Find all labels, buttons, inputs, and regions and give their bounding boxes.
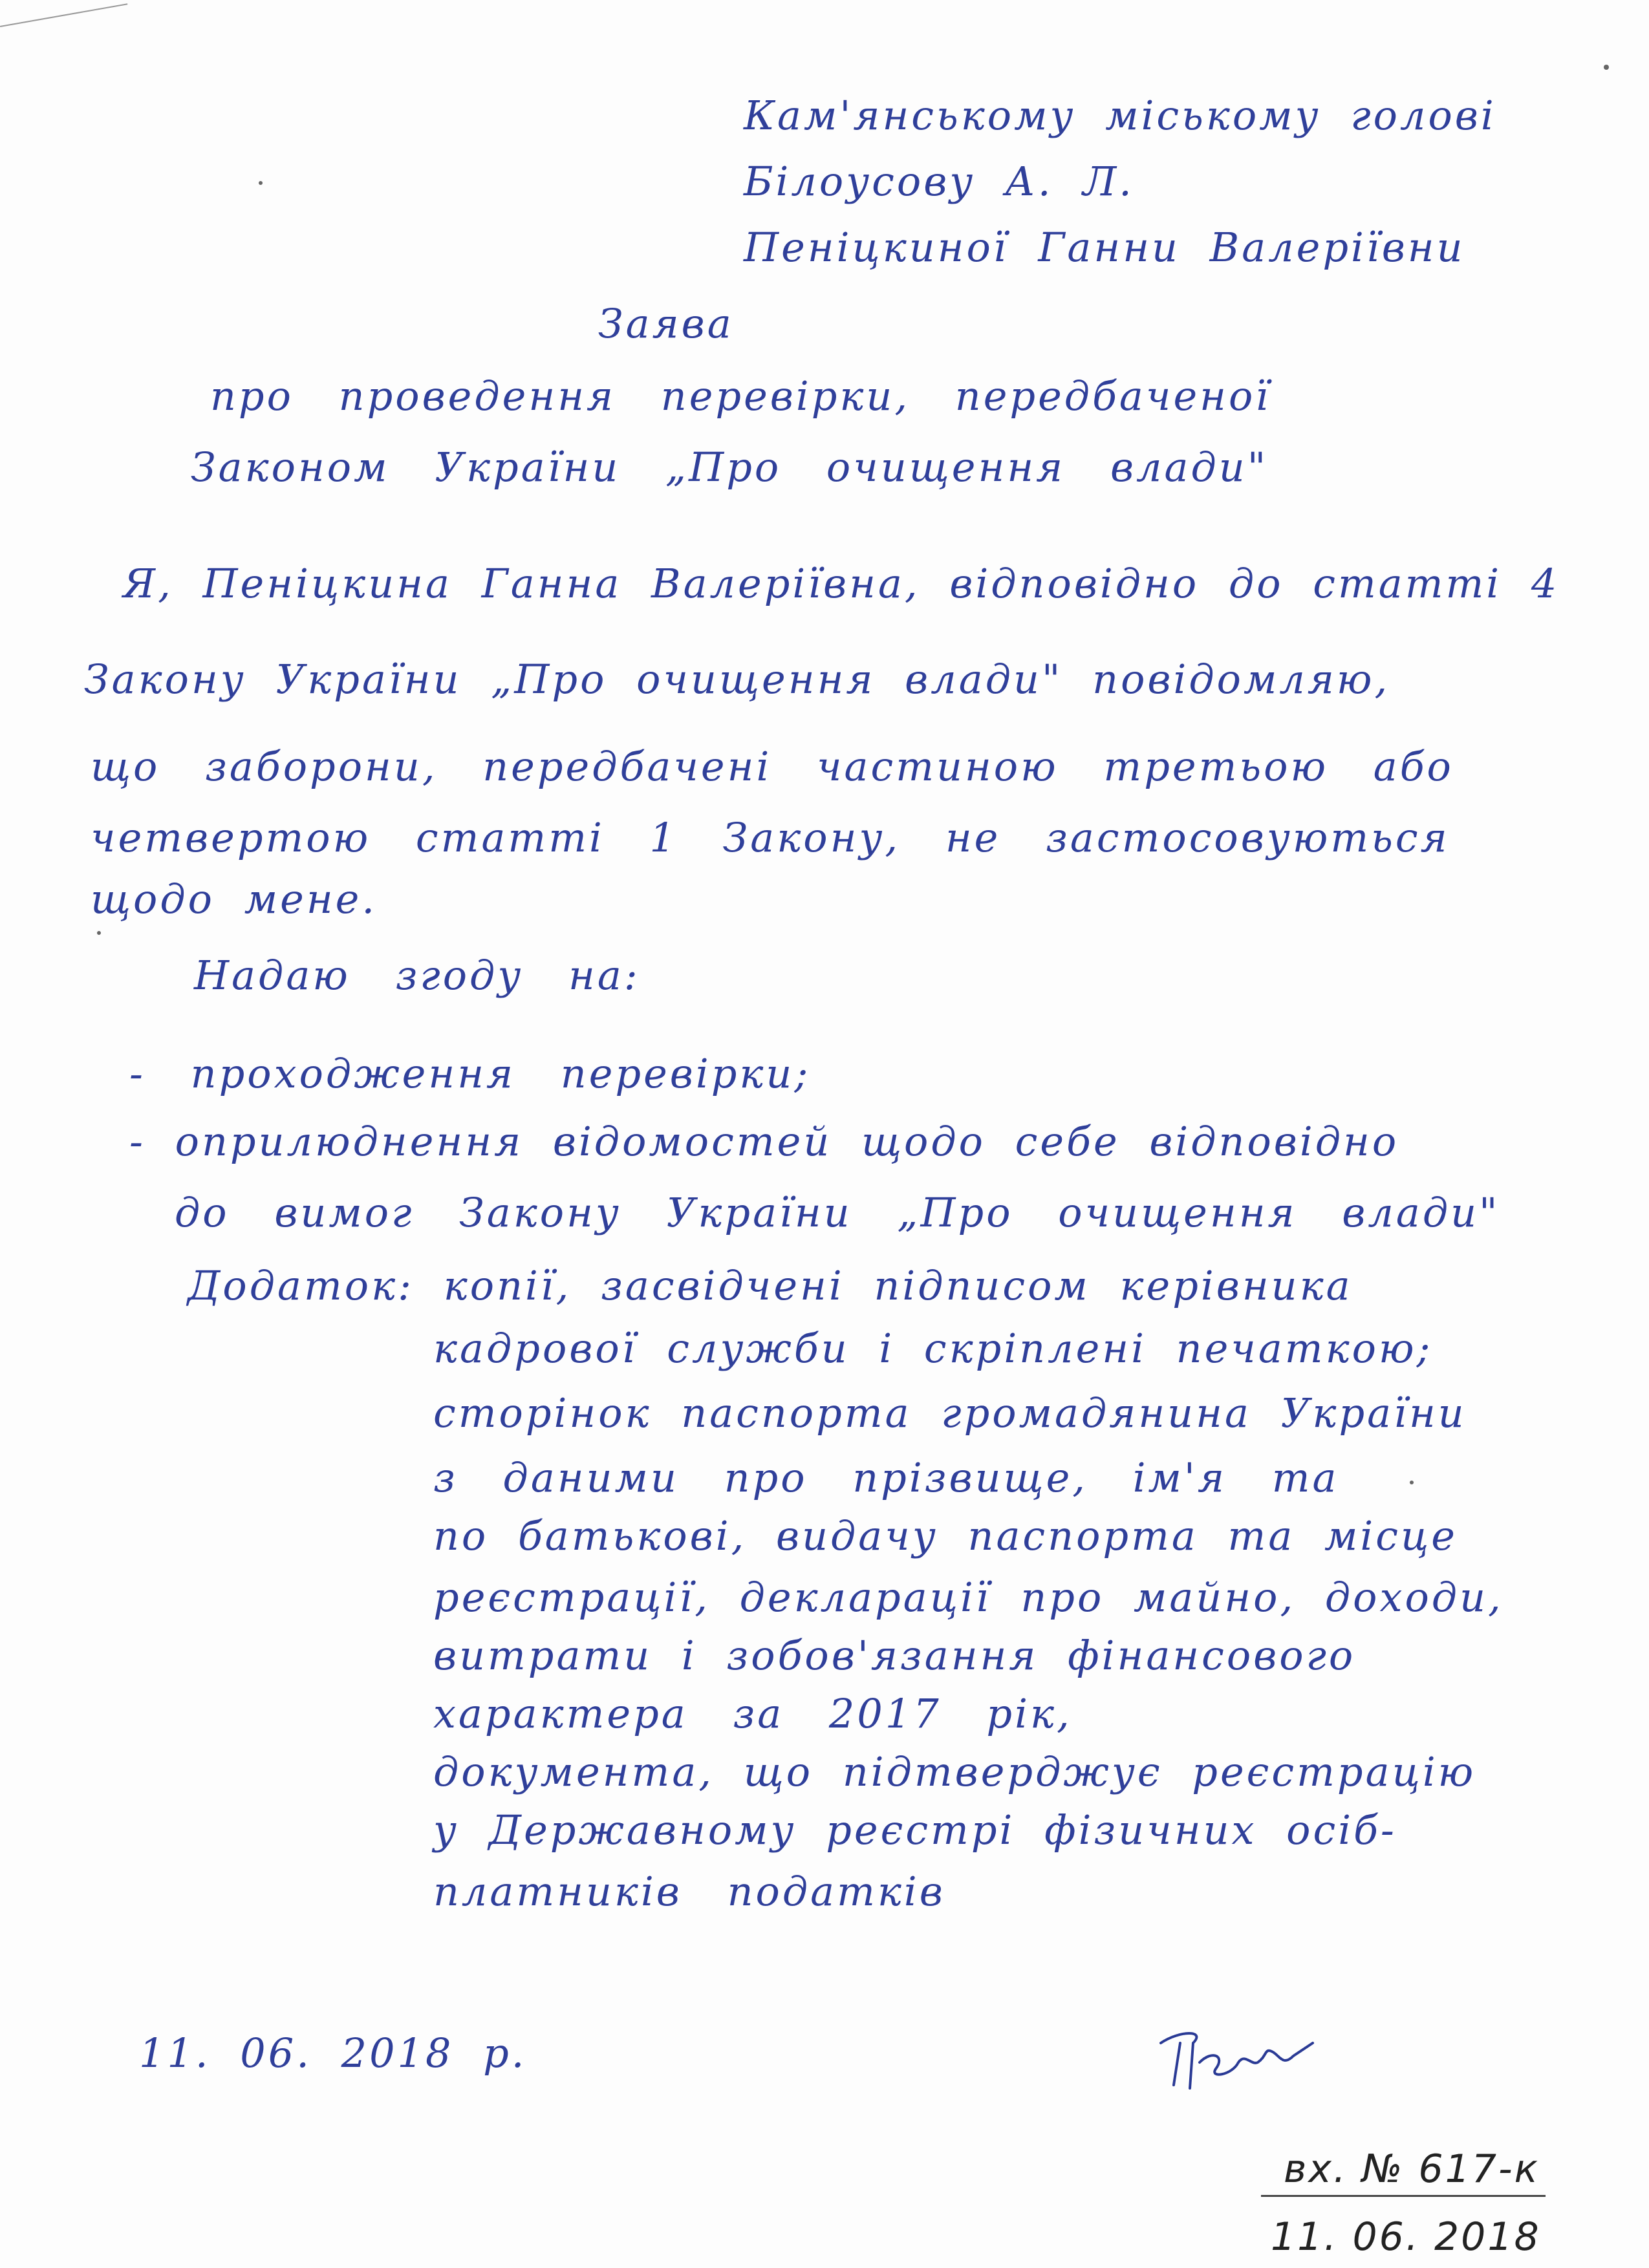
scan-speck [1604, 65, 1609, 70]
attachment-line: платників податків [433, 1868, 945, 1915]
attachment-line: витрати і зобов'язання фінансового [433, 1632, 1356, 1679]
handwritten-signature [1154, 2017, 1322, 2107]
scan-corner-line [0, 3, 127, 27]
scan-speck [1410, 1481, 1414, 1484]
consent-heading: Надаю згоду на: [194, 952, 640, 999]
body-line: Закону України „Про очищення влади" повідомляю, [84, 656, 1390, 703]
attachment-line: реєстрації, декларації про майно, доходи, [433, 1574, 1503, 1621]
attachment-line: сторінок паспорта громадянина України [433, 1389, 1467, 1437]
addressee-line-3: Пеніцкиної Ганни Валеріївни [744, 224, 1465, 271]
consent-item: до вимог Закону України „Про очищення влади" [175, 1189, 1500, 1236]
addressee-line-2: Білоусову А. Л. [744, 158, 1134, 205]
consent-item: - оприлюднення відомостей щодо себе відповідно [129, 1118, 1399, 1165]
document-subtitle-1: про проведення перевірки, передбаченої [210, 372, 1271, 420]
registration-date: 11. 06. 2018 [1271, 2214, 1541, 2260]
document-subtitle-2: Законом України „Про очищення влади" [191, 444, 1269, 491]
addressee-line-1: Кам'янському міському голові [744, 92, 1496, 139]
body-line: четвертою статті 1 Закону, не застосовуються [91, 814, 1450, 861]
signature-icon [1154, 2017, 1322, 2095]
consent-item: - проходження перевірки; [129, 1050, 811, 1097]
attachment-line: з даними про прізвище, ім'я та [433, 1454, 1339, 1501]
registration-number: вх. № 617-к [1284, 2146, 1540, 2192]
document-date: 11. 06. 2018 р. [139, 2029, 527, 2077]
attachment-line: кадрової служби і скріплені печаткою; [433, 1325, 1433, 1372]
attachment-line: Додаток: копії, засвідчені підписом керівника [188, 1262, 1353, 1309]
body-line: щодо мене. [91, 875, 378, 923]
attachment-line: по батькові, видачу паспорта та місце [433, 1512, 1458, 1559]
attachment-line: характера за 2017 рік, [433, 1690, 1072, 1737]
document-heading: Заява [598, 300, 734, 347]
scan-speck [97, 931, 101, 935]
body-line: що заборони, передбачені частиною третьою або [91, 743, 1454, 790]
attachment-line: у Державному реєстрі фізичних осіб- [433, 1806, 1397, 1854]
registration-underline [1261, 2195, 1546, 2197]
attachment-line: документа, що підтверджує реєстрацію [433, 1748, 1476, 1795]
scan-speck [259, 181, 263, 185]
body-line: Я, Пеніцкина Ганна Валеріївна, відповідно до статті 4 [123, 560, 1560, 607]
